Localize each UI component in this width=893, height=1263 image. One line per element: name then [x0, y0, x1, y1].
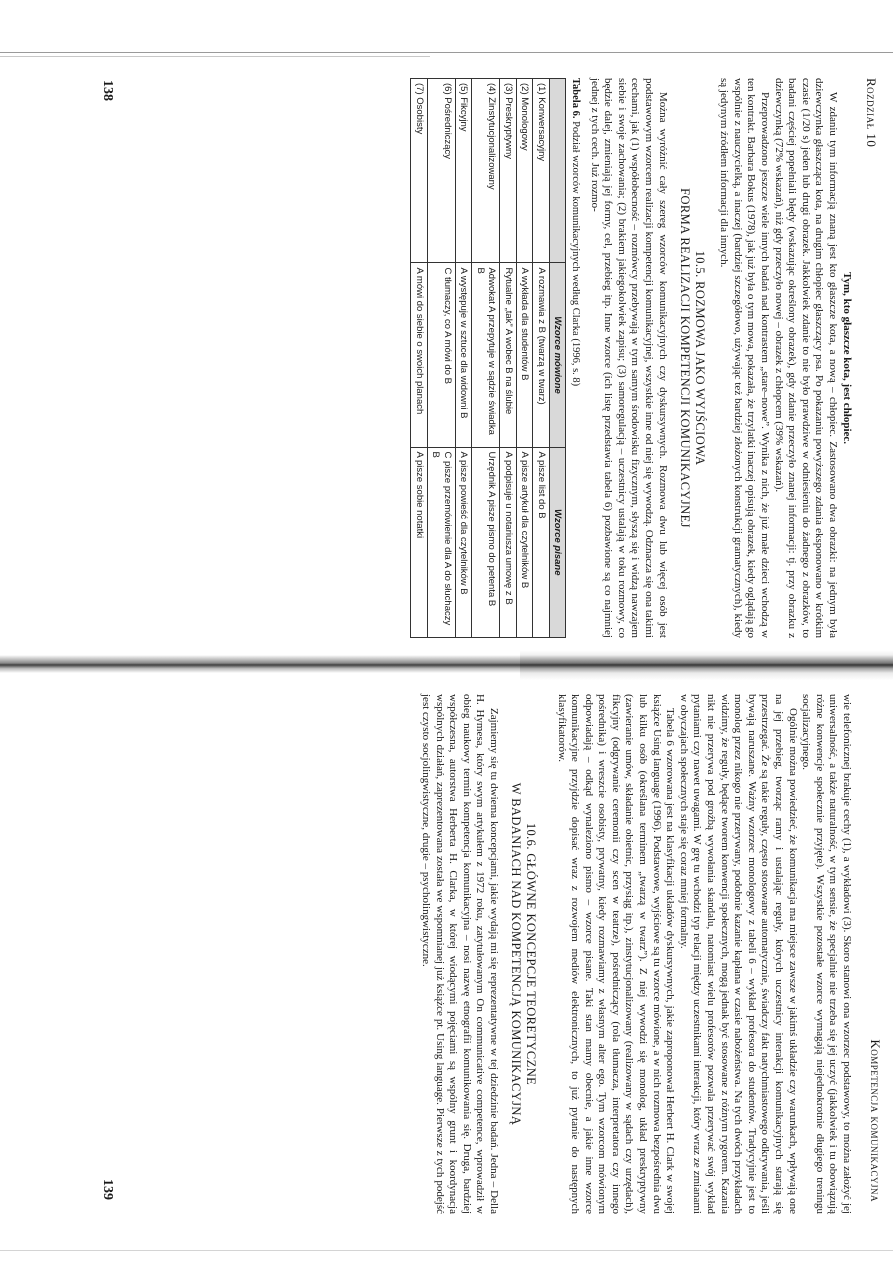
table-row [472, 79, 500, 638]
scan-edge-line [0, 56, 430, 57]
written-pattern: A podpisuje u notariusza umowę z B [500, 447, 517, 637]
pattern-category: (7) Osobisty [411, 79, 428, 263]
pattern-category: (4) Zinstytucjonalizowany [472, 79, 500, 263]
section-heading [677, 78, 707, 638]
paragraph: Tabela 6 wzorowana jest na klasyfikacji układów dyskursywnych, jakie zaproponował Herbert H. Clark w swojej książce Using language (1996). Podstawowe, wyjściowe są tu wzorce mówione, a w nich rozmowa bezpośrednia dwu lub kilku osób (określana terminem „twarzą w twarz”). Z niej wywodzi się monolog, układ preskryptywny (zawieranie umów, składanie obietnic, przysiąg itp.), zinstytucjonalizowany (realizowany w sądach czy urzędach), fikcyjny (odgrywanie ceremonii czy scen w teatrze), pośredniczący (rola tłumacza, interpretatora czy innego pośrednika) i wreszcie osobisty, prywatny, kiedy rozmawiamy z własnym alter ego. Tym wzorcom mówionym odpowiadają – odkąd wynaleziono pismo – wzorce pisane. Taki stan mamy obecnie, a jakie inne wzorce komunikacyjne przyjdzie dopisać wraz z rozwojem mediów elektronicznych, to już pytanie do następnych klasyfikatorów. [555, 694, 677, 1214]
spoken-pattern: A występuje w sztuce dla widowni B [455, 263, 472, 447]
paragraph: Ogólnie można powiedzieć, że komunikacja ma miejsce zawsze w jakimś układzie czy warunkach, wpływają one na jej przebieg, tworząc ramy i ustalając reguły, których uczestnicy interakcji komunikacyjnych starają się przestrzegać. Że są takie reguły, często stosowane automatycznie, świadczy fakt natychmiastowego odkrywania, jeśli bywają naruszane. Ważny wzorzec monologowy z tabeli 6 – wykład profesora do studentów. Tradycyjnie jest to monolog przez nikogo nie przerywany, podobnie kazanie kapłana w czasie nabożeństwa. Na tych dwóch przykładach widzimy, że reguły, będące tworem konwencji społecznych, mogą jednak być stosowane z różnym rygorem. Kazania nikt nie przerywa pod groźbą wywołania skandalu, natomiast wielu profesorów pozwala przerywać swój wykład pytaniami czy nawet uwagami. W grę tu wchodzi typ relacji między uczestnikami interakcji, który wraz ze zmianami w obyczajach społecznych staje się coraz mniej formalny. [677, 694, 799, 1214]
table-row [500, 79, 517, 638]
spoken-pattern: Rytualne „tak” A wobec B na ślubie [500, 263, 517, 447]
section-heading-line: 10.6. GŁÓWNE KONCEPCJE TEORETYCZNE [523, 822, 538, 1086]
communication-patterns-table [410, 78, 566, 638]
page-number: 138 [100, 80, 115, 101]
table-row [427, 79, 455, 638]
section-heading-line: W BADANIACH NAD KOMPETENCJĄ KOMUNIKACYJNĄ [508, 782, 523, 1126]
written-pattern: A pisze powieść dla czytelników B [455, 447, 472, 637]
paragraph: Zajmiemy się tu dwiema koncepcjami, jakie wydają mi się reprezentatywne w tej dziedzinie badań. Jedna – Della H. Hymesa, który swym artykułem z 1972 roku, zatytułowanym On communicative competence, wprowadził w obieg naukowy termin kompetencja komunikacyjna – nosi nazwę etnografii komunikowania się. Druga, bardziej współczesna, autorstwa Herberta H. Clarka, w której wiodącymi pojęciami są wspólny grunt i koordynacja wspólnych działań, zaprezentowana została we wspomnianej już książce pt. Using language. Pierwsze z tych podejść jest czysto socjolingwistyczne, drugie – psycholingwistyczne. [419, 694, 500, 1214]
table-caption [570, 78, 581, 638]
section-heading-line: FORMA REALIZACJI KOMPETENCJI KOMUNIKACYJNEJ [677, 188, 692, 528]
book-spine-gutter [0, 655, 893, 673]
written-pattern: A pisze list do B [533, 447, 550, 637]
section-heading [508, 694, 538, 1214]
scan-edge-line [0, 1250, 893, 1251]
scan-edge-line [0, 52, 893, 53]
page-number: 139 [100, 1179, 115, 1200]
pattern-category: (6) Pośredniczący [427, 79, 455, 263]
paragraph: Przeprowadzono jeszcze wiele innych badań nad kontrastem „stare–nowe”. Wynika z nich, że już małe dzieci wchodzą w ten kontrakt. Barbara Bokus (1978), jak już była o tym mowa, pokazała, że trzylatki inaczej opisują obrazek, kiedy oglądają go wspólnie z nauczycielką, a inaczej (bardziej szczegółowo, używając też bardziej złożonych konstrukcji gramatycznych), kiedy są jedynym źródłem informacji dla innych. [718, 78, 772, 638]
written-pattern: C pisze przemówienie dla A do słuchaczy B [427, 447, 455, 637]
paragraph: wie telefonicznej brakuje cechy (1), a wykładowi (3). Skoro stanowi ona wzorzec podstawowy, to można założyć jej uniwersalność, a także naturalność, w tym sensie, że specjalnie nie trzeba się jej uczyć (jakkolwiek i tu obowiązują różne konwencje społecznie przyjęte). Wszystkie pozostałe wzorce wymagają niejednokrotnie długiego treningu socjalizacyjnego. [800, 694, 853, 1214]
spoken-pattern: C tłumaczy, co A mówi do B [427, 263, 455, 447]
pattern-category: (5) Fikcyjny [455, 79, 472, 263]
paragraph: Można wyróżnić cały szereg wzorców komunikacyjnych czy dyskursywnych. Rozmowa dwu lub więcej osób jest podstawowym wzorcem realizacji kompetencji komunikacyjnej, wszystkie inne od niej się wywodzą. Odznacza się ona takimi cechami, jak (1) współobecność – rozmówcy przebywają w tym samym środowisku fizycznym, słyszą się i widzą nawzajem siebie i swoje zachowania; (2) brakiem jakiegokolwiek zapisu; (3) samoregulacją – uczestnicy ustalają w toku rozmowy, co będzie dalej, zmieniają jej formy, cel, przebieg itp. Inne wzorce (ich listę przedstawia tabela 6) pozbawione są co najmniej jednej z tych cech. Już rozmo- [588, 78, 669, 638]
spoken-pattern: Adwokat A przepytuje w sądzie świadka B [472, 263, 500, 447]
table-header-cell: Wzorce mówione [549, 263, 566, 447]
table-row [455, 79, 472, 638]
spoken-pattern: A rozmawia z B (twarzą w twarz) [533, 263, 550, 447]
table-row [516, 79, 533, 638]
running-head: Kompetencja komunikacyjna [868, 1039, 883, 1202]
pattern-category: (2) Monologowy [516, 79, 533, 263]
table-row [411, 79, 428, 638]
table-header-cell [549, 79, 566, 263]
book-page-139 [93, 672, 893, 1212]
written-pattern: Urzędnik A pisze pismo do petenta B [472, 447, 500, 637]
paragraph: W zdaniu tym informacją znaną jest kto głaszcze kota, a nową – chłopiec. Zastosowano dwa obrazki: na jednym była dziewczynka głaszcząca kota, na drugim chłopiec głaszczący psa. Po pokazaniu powyższego zdania eksponowano w krótkim czasie (1/20 s) jeden lub drugi obrazek. Jakkolwiek zdanie to nie było prawdziwe w odniesieniu do żadnego z obrazków, to badani częściej popełniali błędy (wskazując określony obrazek), gdy zdanie przeczyło znanej informacji: tj. przy obrazku z dziewczynką (72% wskazań), niż gdy przeczyło nowej – obrazek z chłopcem (39% wskazań). [772, 78, 839, 638]
spoken-pattern: A wykłada dla studentów B [516, 263, 533, 447]
written-pattern: A pisze artykuł dla czytelników B [516, 447, 533, 637]
table-caption-label: Tabela 6. [570, 78, 582, 119]
table-header-row [549, 79, 566, 638]
page-content [418, 694, 853, 1214]
table-row [533, 79, 550, 638]
page-content [410, 78, 853, 638]
section-heading-line: 10.5. ROZMOWA JAKO WYJŚCIOWA [692, 250, 707, 466]
pattern-category: (3) Preskryptywny [500, 79, 517, 263]
running-head: Rozdział 10 [864, 78, 879, 148]
book-page-138 [93, 70, 893, 650]
table-caption-text: Podział wzorców komunikacyjnych według Clarka (1996, s. 8) [570, 121, 582, 387]
example-sentence-heading: Tym, kto głaszcze kota, jest chłopiec. [841, 271, 853, 445]
table-header-cell: Wzorce pisane [549, 447, 566, 637]
spoken-pattern: A mówi do siebie o swoich planach [411, 263, 428, 447]
pattern-category: (1) Konwersacyjny [533, 79, 550, 263]
written-pattern: A pisze sobie notatki [411, 447, 428, 637]
